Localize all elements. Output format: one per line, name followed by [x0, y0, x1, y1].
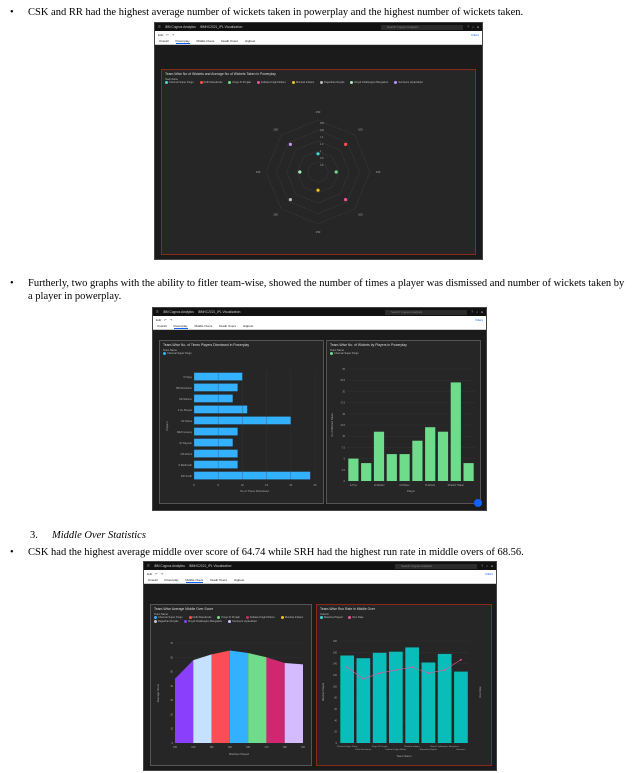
legend-swatch: [246, 616, 249, 619]
x-axis-label: Matches Played: [229, 752, 249, 756]
legend-swatch: [165, 81, 168, 84]
run-rate-title: Team-Wise Run Rate in Middle Over: [320, 607, 376, 611]
bar: [194, 461, 238, 469]
y-tick-label: 40: [170, 684, 173, 688]
dismissed-legend: [160, 352, 323, 355]
radar-ring: [287, 141, 349, 203]
tab-middle-overs[interactable]: Middle Overs: [194, 324, 213, 328]
legend-swatch: [200, 81, 203, 84]
file-name[interactable]: IBMHC2021_IPL Visualization: [188, 564, 232, 568]
wickets-panel: [326, 340, 481, 504]
tab-highest[interactable]: Highest: [234, 578, 245, 582]
y-tick-label: 0: [343, 480, 345, 483]
legend-swatch: [281, 616, 284, 619]
bar-category-label: DR Smith: [180, 475, 192, 479]
legend-swatch: [320, 616, 323, 619]
app-topbar: [155, 23, 482, 31]
x-tick-label: 180: [227, 746, 232, 749]
legend-item[interactable]: [330, 352, 359, 355]
avg-score-panel: [150, 604, 312, 766]
legend-swatch: [228, 81, 231, 84]
x-tick-label: 5: [217, 484, 219, 487]
x-tick-label: AJ Tye: [349, 484, 358, 487]
legend-swatch: [320, 81, 323, 84]
tab-highest[interactable]: Highest: [243, 324, 254, 328]
y-tick-label: 160: [333, 651, 337, 655]
radar-ring: [266, 120, 370, 224]
bar: [194, 395, 233, 403]
run-rate-point: [346, 666, 348, 668]
legend-swatch: [154, 620, 157, 623]
screenshot-powerplay-radar: [154, 22, 483, 260]
x-tick-label: Kolkata Knight Riders: [385, 749, 407, 751]
area-segment: [266, 657, 284, 743]
bar: [405, 647, 419, 743]
wickets-bar-chart: [327, 363, 480, 501]
tab-powerplay[interactable]: Powerplay: [175, 38, 190, 43]
legend-item[interactable]: [217, 616, 239, 619]
tab-powerplay[interactable]: Powerplay: [164, 578, 179, 582]
bar: [387, 454, 397, 481]
radar-point: [316, 152, 319, 155]
legend-label: Delhi Daredevils: [192, 616, 212, 620]
tab-bar: [144, 577, 496, 584]
radar-point: [344, 198, 347, 201]
x-tick-label: 160: [301, 746, 305, 749]
help-icon[interactable]: ?: [471, 310, 474, 314]
bar: [454, 672, 468, 743]
assistant-fab-icon[interactable]: [474, 499, 482, 507]
bell-icon[interactable]: ♪: [486, 564, 488, 568]
app-brand: IBM Cognos Analytics: [164, 25, 196, 29]
x-tick-label: DJ Bravo: [399, 484, 410, 487]
area-segment: [175, 660, 193, 743]
legend-label: Mumbai Indians: [284, 616, 304, 620]
bar: [361, 463, 371, 481]
dismissed-bar-chart: [160, 363, 323, 501]
legend-item[interactable]: [154, 616, 183, 619]
legend-label: Kolkata Knight Riders: [249, 616, 275, 620]
app-brand: IBM Cognos Analytics: [153, 564, 185, 568]
paragraph-team-wise-filter: Furtherly, two graphs with the ability to fitler team-wise, showed the number of times a player was dismissed and number of wickets taken by a player in powerplay.: [28, 278, 625, 302]
run-rate-point: [379, 672, 381, 674]
legend-swatch: [163, 352, 166, 355]
legend-label: Rajasthan Royals: [324, 81, 345, 85]
x-tick-label: 15: [265, 484, 269, 487]
y-tick-label: 20: [334, 730, 337, 734]
legend-label: Sunrisers Hyderabad: [398, 81, 423, 85]
run-rate-point: [395, 669, 397, 671]
tab-highest[interactable]: Highest: [245, 39, 256, 43]
app-topbar: [144, 562, 496, 570]
y-axis-label: Matches Played: [322, 682, 325, 702]
y-tick-label: 7.5: [341, 446, 345, 450]
file-name[interactable]: IBMHC2021_IPL Visualization: [197, 310, 241, 314]
bar-category-label: SK Raina: [181, 420, 192, 424]
undo-icon[interactable]: ↶: [155, 571, 158, 576]
toolbar: [144, 570, 496, 577]
x-tick-label: Chennai Super Kings: [336, 746, 358, 748]
radar-axis-label: 150: [255, 170, 261, 174]
legend-swatch: [394, 81, 397, 84]
tab-middle-overs[interactable]: Middle Overs: [185, 577, 204, 582]
x-tick-label: Mumbai Indians: [404, 746, 420, 748]
bar: [357, 658, 371, 743]
y-tick-label: 0: [171, 742, 173, 745]
legend-item[interactable]: [228, 620, 256, 623]
x-tick-label: 25: [313, 484, 317, 487]
legend-label: Sunrisers Hyderabad: [232, 620, 257, 624]
legend-item[interactable]: [320, 81, 344, 84]
tab-bar: [153, 323, 486, 330]
legend-label: Mumbai Indians: [295, 81, 315, 85]
radar-axis-label: 100: [358, 127, 363, 132]
filters-button[interactable]: Filters: [485, 571, 493, 576]
tab-powerplay[interactable]: Powerplay: [173, 323, 188, 328]
legend-item[interactable]: [348, 616, 363, 619]
y-tick-label: 60: [170, 656, 173, 660]
run-rate-legend-title: Column: [320, 613, 329, 616]
y-tick-label: 100: [333, 685, 337, 689]
area-segment: [248, 653, 266, 743]
legend-swatch: [257, 81, 260, 84]
x-tick-label: 170: [264, 746, 269, 749]
y-tick-label: 0: [335, 742, 337, 745]
bar-category-label: S Badrinath: [178, 464, 192, 468]
dismissed-title: Team-Wise No. of Times Players Dismissed in Powerplay: [163, 343, 250, 347]
redo-icon[interactable]: ↷: [160, 571, 164, 576]
help-icon[interactable]: ?: [467, 25, 470, 29]
y-axis-label: No of Wickets Taken: [331, 413, 334, 437]
x-axis-label: Player: [407, 489, 415, 493]
tab-bar: [155, 38, 482, 45]
run-rate-legend: [317, 616, 491, 619]
tab-middle-overs[interactable]: Middle Overs: [196, 39, 215, 43]
avatar[interactable]: ●: [480, 310, 483, 314]
legend-item[interactable]: [394, 81, 422, 84]
screenshot-middle-overs: [143, 561, 497, 771]
legend-label: Chennai Super Kings: [169, 81, 194, 85]
radar-title: Team-Wise No of Wickets and Average No of Wickets Taken in Powerplay: [165, 72, 276, 76]
app-brand: IBM Cognos Analytics: [162, 310, 194, 314]
y-tick-label: 20: [170, 713, 173, 717]
run-rate-point: [460, 659, 462, 661]
toolbar: [155, 31, 482, 38]
bar: [194, 406, 247, 414]
bar: [374, 432, 384, 481]
bar-category-label: MEK Hussey: [177, 431, 192, 435]
radar-point: [344, 143, 347, 146]
radar-point: [298, 170, 301, 173]
bell-icon[interactable]: ♪: [476, 310, 478, 314]
radar-ring: [276, 130, 359, 213]
legend-item[interactable]: [281, 616, 303, 619]
x-tick-label: Shardul Thakur: [447, 484, 464, 487]
radar-axis-label: 100: [358, 212, 363, 217]
area-segment: [193, 654, 211, 743]
tab-death-overs[interactable]: Death Overs: [219, 324, 237, 328]
legend-swatch: [189, 616, 192, 619]
bar: [389, 652, 403, 743]
legend-label: Chennai Super Kings: [334, 352, 359, 356]
legend-item[interactable]: [189, 616, 212, 619]
legend-label: Rajasthan Royals: [158, 620, 179, 624]
bar: [348, 459, 358, 481]
avatar[interactable]: ●: [490, 564, 493, 568]
run-rate-point: [363, 678, 365, 680]
y-tick-label: 70: [170, 642, 173, 645]
bar-category-label: M Vijay: [183, 376, 192, 380]
edit-toggle[interactable]: Edit: [158, 32, 164, 37]
y-tick-label: 22.5: [340, 379, 345, 383]
x-tick-label: 160: [209, 746, 214, 749]
bar: [194, 384, 238, 392]
search-input[interactable]: Search Cognos Analytics: [395, 564, 477, 569]
y-tick-label: 10: [170, 727, 173, 731]
menu-icon[interactable]: ☰: [156, 310, 159, 314]
legend-swatch: [184, 620, 187, 623]
legend-label: Run Rate: [352, 616, 364, 620]
bar: [194, 428, 238, 436]
radar-ring-label: 0.8: [320, 157, 324, 160]
avg-score-legend-title: Team Name: [154, 613, 168, 616]
radar-axis-label: 150: [375, 170, 381, 174]
radar-point: [289, 198, 292, 201]
bullet-3: •: [10, 547, 14, 558]
bar: [373, 653, 387, 743]
bell-icon[interactable]: ♪: [472, 25, 474, 29]
x-axis-label: No of Times Dismissed: [240, 489, 269, 493]
run-rate-point: [444, 669, 446, 671]
tab-death-overs[interactable]: Death Overs: [210, 578, 228, 582]
section-heading: 3. Middle Over Statistics: [30, 530, 146, 541]
tab-overall[interactable]: Overall: [148, 578, 158, 582]
legend-label: Delhi Daredevils: [203, 81, 223, 85]
bar: [464, 463, 474, 481]
bar-category-label: F du Plessis: [177, 409, 192, 413]
filters-button[interactable]: Filters: [475, 317, 483, 322]
edit-toggle[interactable]: Edit: [147, 571, 153, 576]
y-tick-label: 20: [342, 390, 345, 394]
search-input[interactable]: Search Cognos Analytics: [381, 25, 463, 30]
bar: [194, 472, 310, 480]
y-tick-label: 15: [342, 412, 345, 416]
bar: [422, 663, 436, 744]
tab-death-overs[interactable]: Death Overs: [221, 39, 239, 43]
app-topbar: [153, 308, 486, 316]
avg-score-legend: [151, 616, 311, 623]
y-tick-label: 120: [333, 674, 337, 677]
filters-button[interactable]: Filters: [471, 32, 479, 37]
radar-axis-label: 100: [273, 127, 278, 132]
legend-swatch: [292, 81, 295, 84]
radar-ring-label: 100: [320, 129, 324, 132]
y-tick-label: 25: [342, 368, 345, 371]
legend-item[interactable]: [246, 616, 275, 619]
radar-ring-label: 1.4: [320, 136, 324, 139]
x-tick-label: Rajasthan Royals: [419, 749, 437, 751]
legend-label: Kings XI Punjab: [221, 616, 240, 620]
bar-category-label: SR Watson: [178, 398, 192, 402]
y-tick-label: 140: [333, 662, 337, 666]
bar: [340, 656, 354, 744]
bar: [194, 439, 233, 447]
legend-item[interactable]: [320, 616, 342, 619]
y-tick-label: 180: [333, 640, 337, 643]
bar: [412, 441, 422, 481]
x-tick-label: R Ashwin: [425, 484, 436, 487]
y-tick-label: 5: [343, 457, 345, 461]
legend-label: Matches Played: [324, 616, 343, 620]
y-axis-label: Average Score: [156, 683, 160, 703]
x-tick-label: Sunrisers: [456, 749, 466, 751]
legend-label: Kings XI Punjab: [232, 81, 251, 85]
legend-item[interactable]: [292, 81, 314, 84]
menu-icon[interactable]: ☰: [147, 564, 150, 568]
edit-toggle[interactable]: Edit: [156, 317, 162, 322]
avatar[interactable]: ●: [476, 25, 479, 29]
wickets-title: Team-Wise No. of Wickets by Players in Powerplay: [330, 343, 407, 347]
tab-overall[interactable]: Overall: [157, 324, 167, 328]
radar-ring-label: 150: [320, 122, 324, 125]
x-axis-label: Team Name: [396, 754, 412, 758]
legend-item[interactable]: [163, 352, 192, 355]
area-segment: [212, 651, 230, 744]
radar-ring-label: 1.2: [320, 143, 324, 146]
paragraph-middle-overs: CSK had the highest average middle over score of 64.74 while SRH had the highest run rate in middle overs of 68.56.: [28, 547, 524, 558]
radar-chart: [162, 92, 475, 252]
bar-category-label: AT Rayudu: [179, 442, 192, 446]
area-segment: [285, 663, 303, 743]
radar-axis-label: 150: [315, 110, 321, 114]
radar-ring: [308, 162, 329, 183]
legend-swatch: [330, 352, 333, 355]
y-tick-label: 2.5: [341, 468, 345, 472]
y-tick-label: 17.5: [340, 401, 345, 405]
x-tick-label: JA Morkel: [373, 484, 385, 487]
legend-swatch: [217, 616, 220, 619]
legend-item[interactable]: [184, 620, 222, 623]
bar: [425, 427, 435, 481]
bar: [400, 454, 410, 481]
tab-overall[interactable]: Overall: [159, 39, 169, 43]
radar-axis-label: 150: [315, 230, 321, 234]
legend-label: Chennai Super Kings: [158, 616, 183, 620]
undo-icon[interactable]: ↶: [166, 32, 169, 37]
run-rate-combo-chart: [317, 627, 491, 763]
radar-point: [289, 143, 292, 146]
run-rate-point: [411, 666, 413, 668]
undo-icon[interactable]: ↶: [164, 317, 167, 322]
legend-label: Chennai Super Kings: [167, 352, 192, 356]
y-tick-label: 12.5: [340, 424, 345, 427]
legend-item[interactable]: [228, 81, 250, 84]
legend-label: Royal Challengers Bangalore: [354, 81, 389, 85]
radar-legend: [162, 81, 475, 84]
legend-item[interactable]: [165, 81, 194, 84]
y-axis-label: Players: [165, 421, 169, 431]
radar-legend-title: Team Name: [165, 78, 178, 81]
y-tick-label: 10: [342, 435, 345, 439]
bar-category-label: BB McCullum: [176, 387, 192, 391]
toolbar: [153, 316, 486, 323]
legend-item[interactable]: [350, 81, 388, 84]
dismissed-panel: [159, 340, 324, 504]
x-tick-label: Kings XI Punjab: [371, 746, 388, 748]
redo-icon[interactable]: ↷: [169, 317, 173, 322]
x-tick-label: 20: [289, 484, 293, 487]
avg-score-title: Team-Wise Average Middle Over Score: [154, 607, 214, 611]
y-tick-label: 50: [170, 670, 173, 674]
legend-item[interactable]: [154, 620, 178, 623]
x-tick-label: 180: [246, 746, 251, 749]
paragraph-csk-rr: CSK and RR had the highest average number of wickets taken in powerplay and the highest number of wickets taken.: [28, 7, 524, 18]
area-segment: [230, 651, 248, 744]
radar-point: [316, 189, 319, 192]
legend-swatch: [154, 616, 157, 619]
y-tick-label: 60: [334, 708, 337, 711]
radar-point: [335, 170, 338, 173]
bar: [194, 450, 238, 458]
bar-category-label: MS Dhoni: [180, 453, 192, 457]
y2-axis-label: Run Rate: [479, 686, 482, 698]
legend-label: Royal Challengers Bangalore: [188, 620, 223, 624]
dismissed-legend-title: Team Name: [163, 349, 177, 352]
y-tick-label: 80: [334, 696, 337, 700]
x-tick-label: 10: [240, 484, 244, 487]
bullet-1: •: [10, 7, 14, 18]
radar-ring-label: 0.6: [320, 164, 324, 167]
x-tick-label: Delhi Daredevils: [355, 749, 372, 751]
radar-ring-label: 1: [320, 150, 322, 153]
help-icon[interactable]: ?: [481, 564, 484, 568]
radar-panel: [161, 69, 476, 255]
x-tick-label: 180: [282, 746, 287, 749]
search-input[interactable]: Search Cognos Analytics: [385, 310, 467, 315]
wickets-legend: [327, 352, 480, 355]
redo-icon[interactable]: ↷: [171, 32, 175, 37]
legend-item[interactable]: [200, 81, 223, 84]
y-tick-label: 30: [170, 699, 173, 703]
x-tick-label: 150: [173, 746, 177, 749]
legend-item[interactable]: [257, 81, 286, 84]
run-rate-point: [428, 672, 430, 674]
avg-score-area-chart: [151, 639, 311, 763]
bar: [451, 382, 461, 481]
x-tick-label: Royal Challengers Bangalore: [430, 746, 459, 748]
wickets-legend-title: Team Name: [330, 349, 344, 352]
radar-ring: [297, 151, 339, 193]
x-tick-label: 0: [193, 484, 195, 487]
bullet-2: •: [10, 278, 14, 289]
legend-swatch: [228, 620, 231, 623]
run-rate-panel: [316, 604, 492, 766]
screenshot-powerplay-players: [152, 307, 487, 511]
x-tick-label: 160: [191, 746, 196, 749]
menu-icon[interactable]: ☰: [158, 25, 161, 29]
y-tick-label: 40: [334, 719, 337, 723]
file-name[interactable]: IBMHC2021_IPL Visualization: [199, 25, 243, 29]
radar-axis-label: 100: [273, 212, 278, 217]
legend-label: Kolkata Knight Riders: [260, 81, 286, 85]
bar: [438, 432, 448, 481]
